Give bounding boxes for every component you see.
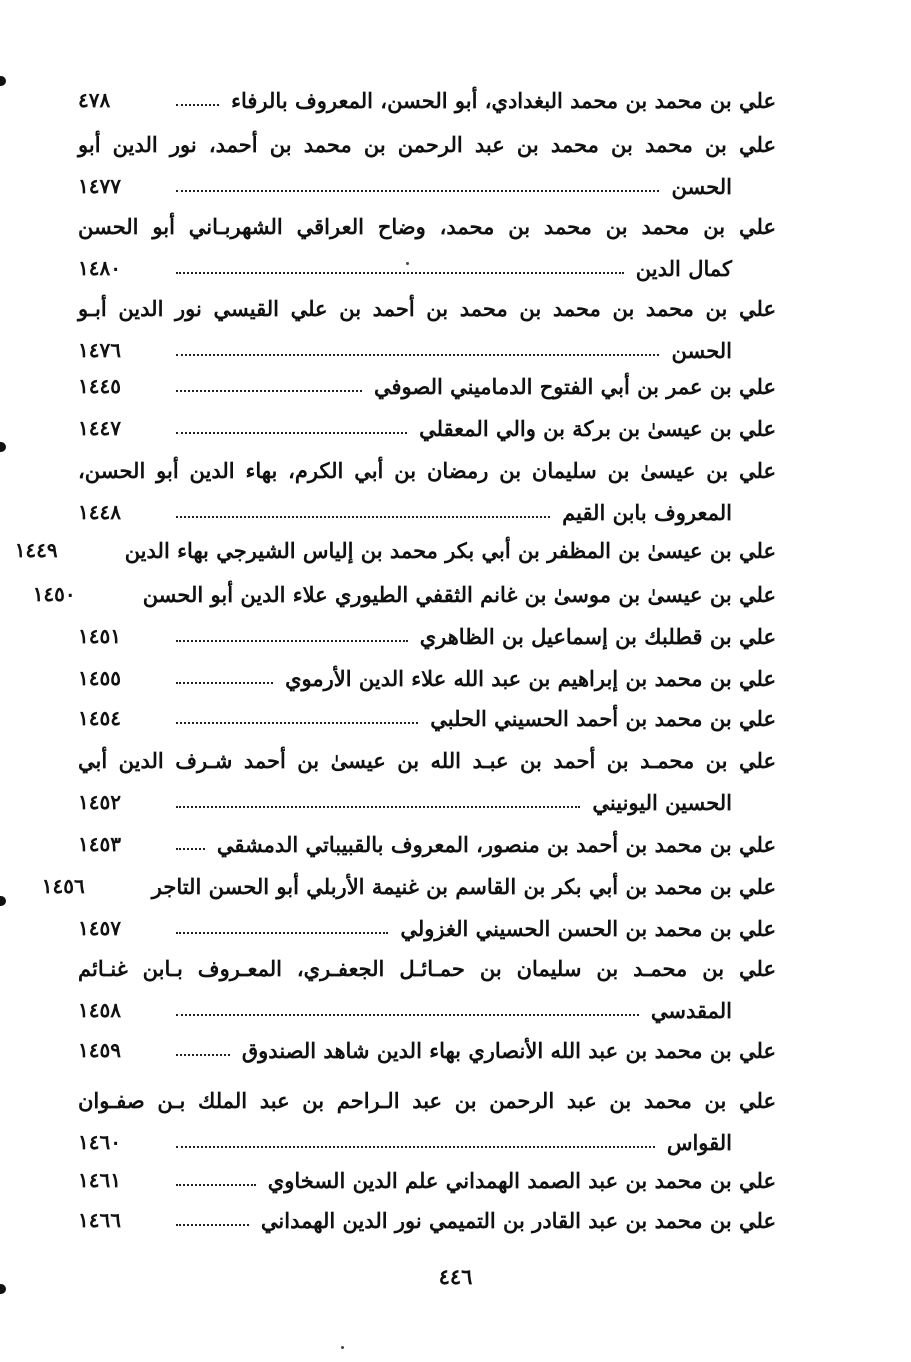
entry-line	[78, 908, 776, 948]
entry-page-number: ٤٧٨	[78, 88, 111, 112]
entry-name: علي بن محمد بن محمد البغدادي، أبو الحسن، المعروف بالرفاء	[231, 87, 776, 113]
entry-page-number: ١٤٥٥	[78, 666, 121, 690]
leader-dots	[176, 354, 659, 356]
entry-line	[78, 1080, 776, 1120]
leader-dots	[176, 104, 219, 106]
entry-line	[78, 330, 776, 370]
leader-dots	[176, 1054, 230, 1056]
leader-dots	[176, 1146, 655, 1148]
entry-name: علي بن محمد بن محمد بن عبد الرحمن بن محمد بن أحمد، نور الدين أبو	[78, 131, 776, 157]
scan-speck	[341, 1346, 344, 1349]
leader-dots	[176, 806, 580, 808]
entry-line	[78, 1160, 776, 1200]
entry-name: علي بن قطلبك بن إسماعيل بن الظاهري	[419, 623, 776, 649]
entry-name: علي بن عيسىٰ بن بركة بن والي المعقلي	[419, 415, 776, 441]
entry-line	[78, 124, 776, 164]
entry-line	[78, 1030, 776, 1070]
entry-name: علي بن محمد بن محمد بن محمد بن أحمد بن علي القيسي نور الدين أبـو	[78, 295, 776, 321]
entry-name-continuation: الحسن	[671, 337, 732, 363]
entry-line	[78, 698, 776, 738]
entry-line	[78, 80, 776, 120]
leader-dots	[176, 848, 205, 850]
entry-name: علي بن محمد بن الحسن الحسيني الغزولي	[400, 915, 776, 941]
entry-page-number: ١٤٥٠	[32, 582, 76, 606]
entry-line	[78, 408, 776, 448]
entry-name-continuation: المعروف بابن القيم	[562, 499, 732, 525]
entry-line	[78, 206, 776, 246]
entry-page-number: ١٤٥٧	[78, 916, 121, 940]
leader-dots	[176, 682, 273, 684]
entry-name: علي بن محمـد بن أحمد بن عبـد الله بن عيسىٰ بن أحمد شـرف الدين أبي	[78, 747, 776, 773]
entry-name: علي بن محمد بن أحمد بن منصور، المعروف بالقبيباتي الدمشقي	[216, 831, 776, 857]
entry-name: علي بن محمد بن عبد الرحمن بن عبد الـراحم بن عبد الملك بـن صفـوان	[78, 1087, 776, 1113]
page-number: ٤٤٦	[438, 1264, 473, 1289]
entry-page-number: ١٤٥٤	[78, 706, 121, 730]
entry-page-number: ١٤٤٨	[78, 500, 121, 524]
entry-page-number: ١٤٥٩	[78, 1038, 121, 1062]
leader-dots	[176, 432, 407, 434]
leader-dots	[176, 272, 624, 274]
entry-name: علي بن محمد بن أحمد الحسيني الحلبي	[430, 705, 776, 731]
entry-page-number: ١٤٥٨	[78, 998, 121, 1022]
entry-line	[78, 450, 776, 490]
entry-page-number: ١٤٨٠	[78, 256, 121, 280]
entry-page-number: ١٤٥١	[78, 624, 121, 648]
entry-name: علي بن عيسىٰ بن موسىٰ بن غانم الثقفي الطيوري علاء الدين أبو الحسن	[142, 581, 776, 607]
entry-line	[78, 616, 776, 656]
scan-edge-mark	[0, 442, 6, 452]
scan-speck	[406, 262, 409, 265]
leader-dots	[176, 1014, 639, 1016]
entry-page-number: ١٤٥٣	[78, 832, 121, 856]
entry-line	[78, 990, 776, 1030]
entry-name: علي بن عيسىٰ بن سليمان بن رمضان بن أبي الكرم، بهاء الدين أبو الحسن،	[78, 457, 776, 483]
scan-edge-mark	[0, 896, 6, 906]
entry-name-continuation: الحسين اليونيني	[592, 789, 732, 815]
entry-page-number: ١٤٦١	[78, 1168, 121, 1192]
entry-line	[78, 492, 776, 532]
scan-edge-mark	[0, 1284, 6, 1294]
leader-dots	[176, 640, 408, 642]
entry-name-continuation: المقدسي	[650, 997, 732, 1023]
leader-dots	[176, 190, 659, 192]
entry-name-continuation: كمال الدين	[635, 255, 732, 281]
entry-name: علي بن محمد بن عبد الصمد الهمداني علم الدين السخاوي	[267, 1167, 776, 1193]
leader-dots	[176, 722, 418, 724]
entry-line	[78, 1122, 776, 1162]
entry-page-number: ١٤٤٩	[14, 538, 58, 562]
entry-line	[78, 366, 776, 406]
entry-page-number: ١٤٥٢	[78, 790, 121, 814]
entry-line	[78, 248, 776, 288]
entry-name: علي بن محمد بن عبد القادر بن التميمي نور الدين الهمداني	[260, 1207, 776, 1233]
leader-dots	[176, 932, 388, 934]
entry-line	[14, 530, 776, 570]
entry-page-number: ١٤٧٧	[78, 174, 121, 198]
entry-line	[78, 166, 776, 206]
entry-name-continuation: الحسن	[671, 173, 732, 199]
entry-line	[78, 1200, 776, 1240]
entry-name: علي بن عمر بن أبي الفتوح الدماميني الصوفي	[373, 373, 776, 399]
entry-name: علي بن محمد بن عبد الله الأنصاري بهاء الدين شاهد الصندوق	[241, 1037, 776, 1063]
entry-page-number: ١٤٥٦	[41, 874, 85, 898]
entry-page-number: ١٤٤٧	[78, 416, 121, 440]
entry-page-number: ١٤٤٥	[78, 374, 121, 398]
entry-line	[78, 658, 776, 698]
entry-name: علي بن عيسىٰ بن المظفر بن أبي بكر محمد بن إلياس الشيرجي بهاء الدين	[124, 537, 776, 563]
entry-page-number: ١٤٧٦	[78, 338, 121, 362]
entry-name-continuation: القواس	[666, 1129, 732, 1155]
leader-dots	[176, 1224, 249, 1226]
entry-page-number: ١٤٦٦	[78, 1208, 121, 1232]
entry-page-number: ١٤٦٠	[78, 1130, 121, 1154]
entry-name: علي بن محمد بن إبراهيم بن عبد الله علاء الدين الأرموي	[285, 665, 776, 691]
entry-name: علي بن محمد بن أبي بكر بن القاسم بن غنيمة الأربلي أبو الحسن التاجر	[151, 873, 776, 899]
entry-name: علي بن محمـد بن سليمان بن حمـائـل الجعفـري، المعـروف بـابن غنـائم	[78, 955, 776, 981]
leader-dots	[176, 1184, 256, 1186]
entry-line	[32, 574, 776, 614]
scan-edge-mark	[0, 76, 6, 86]
entry-line	[78, 948, 776, 988]
leader-dots	[176, 390, 362, 392]
entry-line	[78, 782, 776, 822]
entry-line	[41, 866, 776, 906]
entry-line	[78, 740, 776, 780]
entry-line	[78, 824, 776, 864]
entry-name: علي بن محمد بن محمد بن محمد، وضاح العراقي الشهربـاني أبو الحسن	[78, 213, 776, 239]
leader-dots	[176, 516, 550, 518]
entry-line	[78, 288, 776, 328]
